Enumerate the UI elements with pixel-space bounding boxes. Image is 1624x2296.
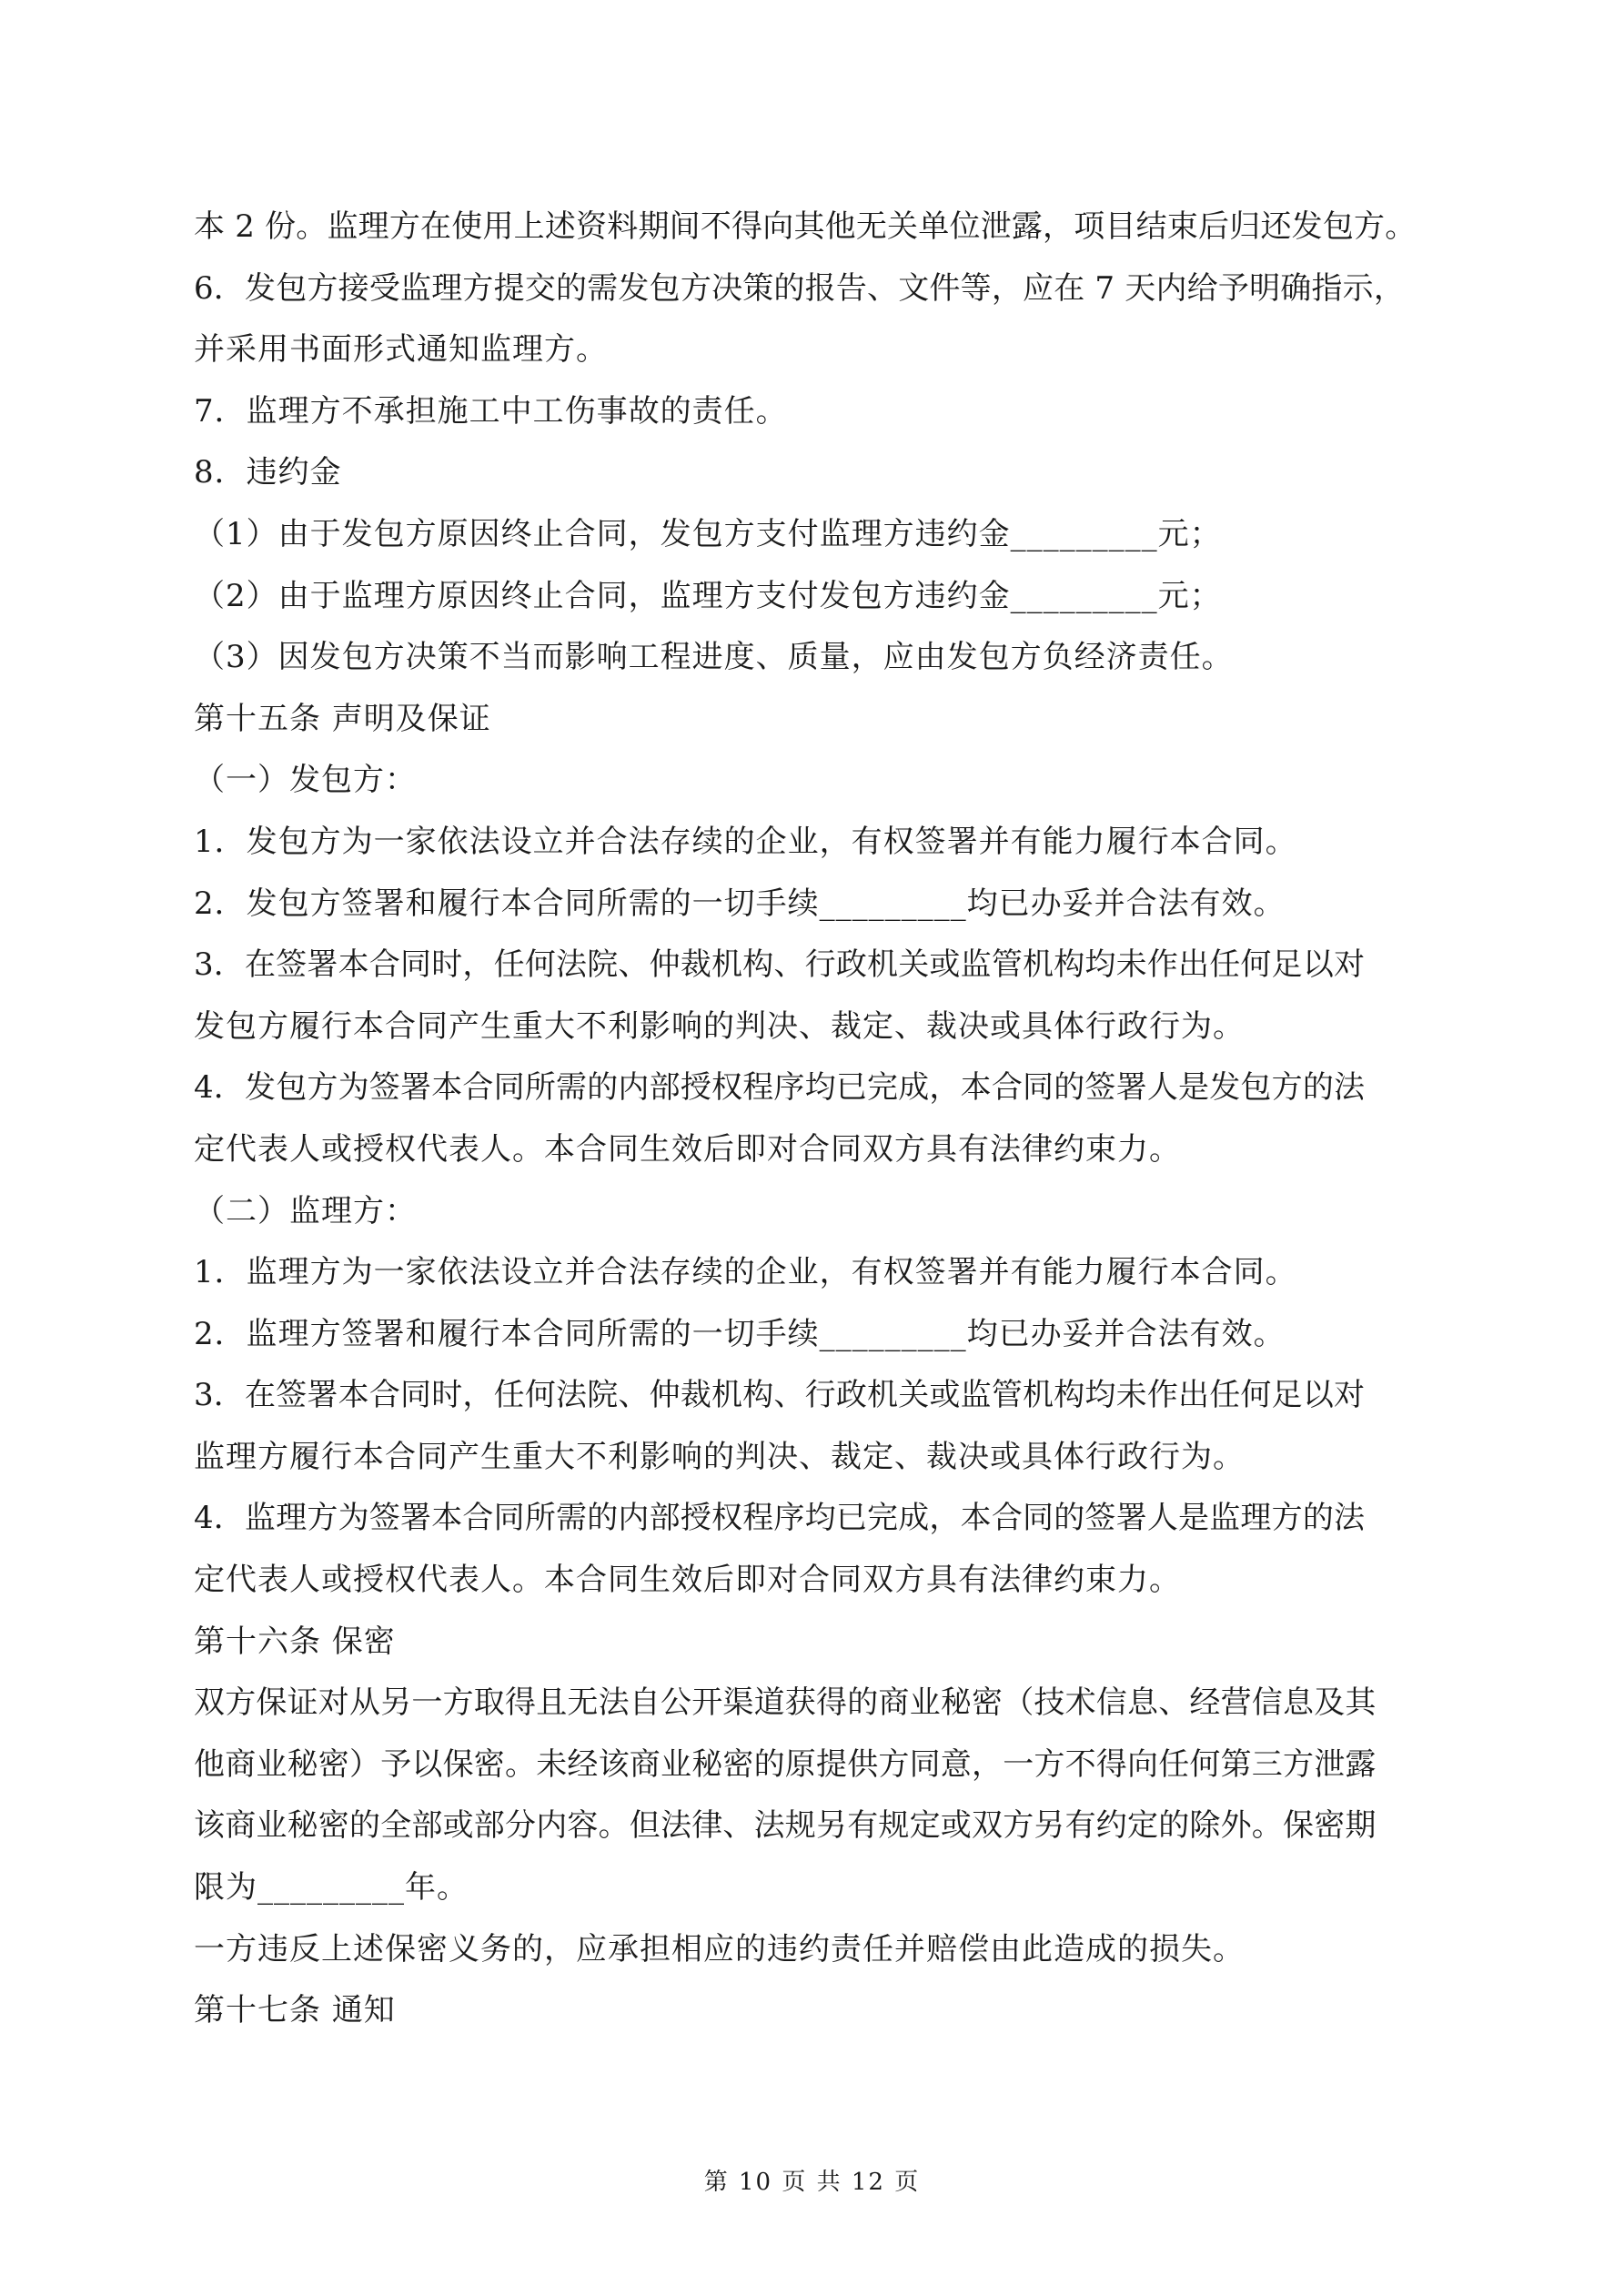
text-line: 定代表人或授权代表人。本合同生效后即对合同双方具有法律约束力。	[194, 1130, 1181, 1168]
text-line: 并采用书面形式通知监理方。	[194, 331, 608, 369]
text-line: 3．在签署本合同时，任何法院、仲裁机构、行政机关或监管机构均未作出任何足以对	[194, 946, 1366, 984]
text-line: 4．发包方为签署本合同所需的内部授权程序均已完成，本合同的签署人是发包方的法	[194, 1069, 1366, 1107]
text-line: 双方保证对从另一方取得且无法自公开渠道获得的商业秘密（技术信息、经营信息及其	[194, 1684, 1377, 1722]
document-body	[194, 197, 1440, 2042]
text-line: 本 2 份。监理方在使用上述资料期间不得向其他无关单位泄露，项目结束后归还发包方。	[194, 208, 1417, 245]
text-line: 6．发包方接受监理方提交的需发包方决策的报告、文件等，应在 7 天内给予明确指示，	[194, 269, 1406, 307]
text-line: 4．监理方为签署本合同所需的内部授权程序均已完成，本合同的签署人是监理方的法	[194, 1500, 1366, 1537]
text-line: 7．监理方不承担施工中工伤事故的责任。	[194, 392, 788, 430]
text-line: 该商业秘密的全部或部分内容。但法律、法规另有规定或双方另有约定的除外。保密期	[194, 1807, 1377, 1845]
text-line: （一）发包方：	[194, 762, 417, 799]
text-line: （2）由于监理方原因终止合同，监理方支付发包方违约金_________元；	[194, 577, 1222, 614]
section-heading: 第十六条 保密	[194, 1623, 396, 1660]
text-line: 定代表人或授权代表人。本合同生效后即对合同双方具有法律约束力。	[194, 1562, 1181, 1599]
text-line: 8．违约金	[194, 454, 342, 491]
text-line: 2．监理方签署和履行本合同所需的一切手续_________均已办妥并合法有效。	[194, 1315, 1286, 1352]
page-number-footer: 第 10 页 共 12 页	[703, 2169, 921, 2196]
text-line: （二）监理方：	[194, 1192, 417, 1229]
text-line: （1）由于发包方原因终止合同，发包方支付监理方违约金_________元；	[194, 515, 1222, 552]
text-line: （3）因发包方决策不当而影响工程进度、质量，应由发包方负经济责任。	[194, 639, 1234, 676]
text-line: 一方违反上述保密义务的，应承担相应的违约责任并赔偿由此造成的损失。	[194, 1930, 1245, 1967]
text-line: 1．发包方为一家依法设立并合法存续的企业，有权签署并有能力履行本合同。	[194, 823, 1297, 860]
text-line: 3．在签署本合同时，任何法院、仲裁机构、行政机关或监管机构均未作出任何足以对	[194, 1377, 1366, 1414]
text-line: 监理方履行本合同产生重大不利影响的判决、裁定、裁决或具体行政行为。	[194, 1438, 1245, 1475]
text-line: 他商业秘密）予以保密。未经该商业秘密的原提供方同意，一方不得向任何第三方泄露	[194, 1745, 1377, 1783]
text-line: 1．监理方为一家依法设立并合法存续的企业，有权签署并有能力履行本合同。	[194, 1254, 1297, 1291]
section-heading: 第十七条 通知	[194, 1992, 396, 2029]
section-heading: 第十五条 声明及保证	[194, 700, 491, 737]
text-line: 发包方履行本合同产生重大不利影响的判决、裁定、裁决或具体行政行为。	[194, 1007, 1245, 1045]
text-line: 2．发包方签署和履行本合同所需的一切手续_________均已办妥并合法有效。	[194, 885, 1286, 922]
text-line: 限为_________年。	[194, 1869, 469, 1907]
